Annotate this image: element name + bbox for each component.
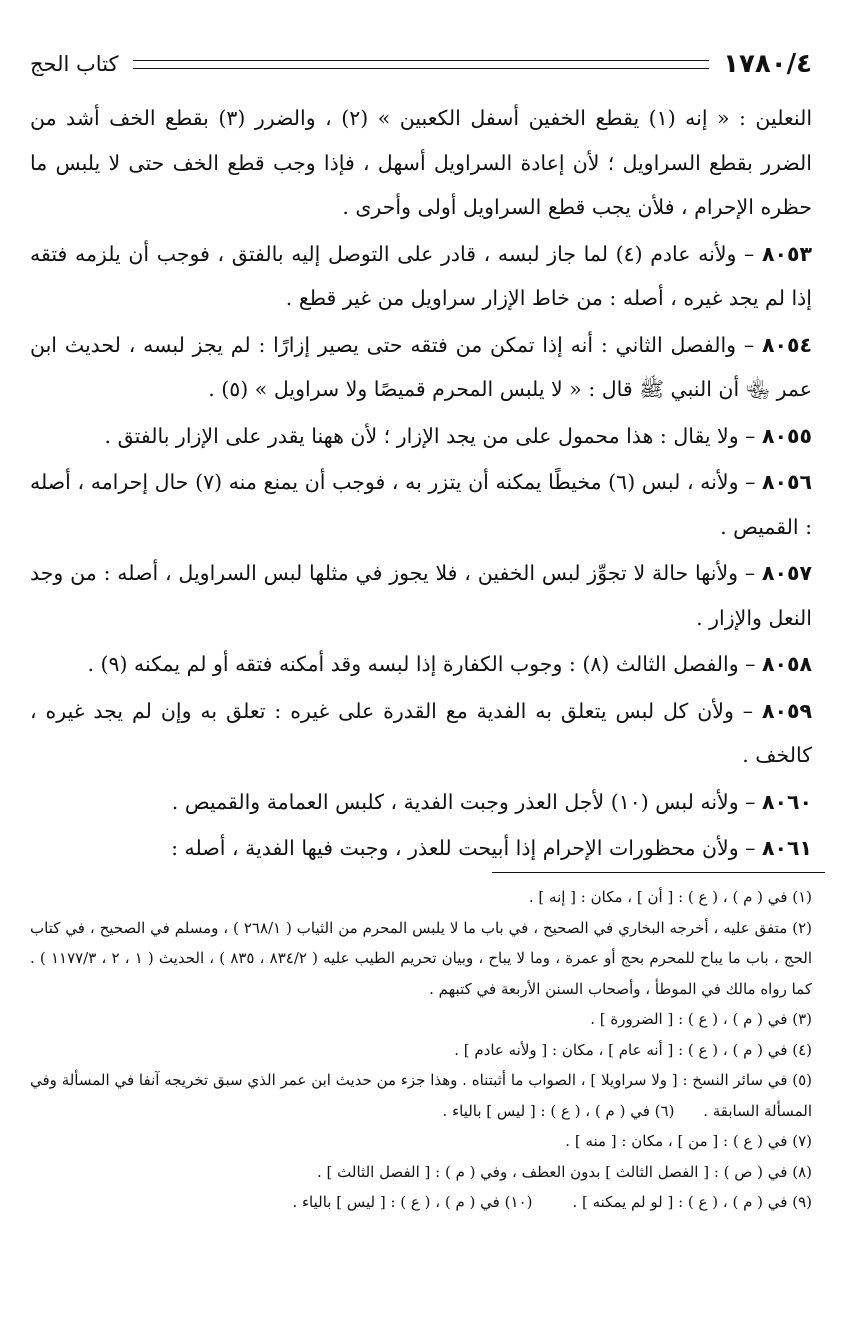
paragraph-number: ٨٠٥٦ <box>761 470 812 494</box>
page-number: ١٧٨٠/٤ <box>723 49 812 79</box>
footnote-text: (٩) في ( م ) ، ( ع ) : [ لو لم يمكنه ] . <box>572 1193 812 1211</box>
footnote: (٤) في ( م ) ، ( ع ) : [ أنه عام ] ، مكان : [ ولأنه عادم ] . <box>454 1040 812 1059</box>
paragraph-text: – ولأنه لبس (١٠) لأجل العذر وجبت الفدية ، كلبس العمامة والقميص . <box>171 789 762 814</box>
paragraph-number: ٨٠٦١ <box>761 836 812 860</box>
paragraph-number: ٨٠٥٣ <box>761 241 812 266</box>
main-text <box>30 96 812 871</box>
paragraph-text: – ولأن كل لبس يتعلق به الفدية مع القدرة على غيره : تعلق به وإن لم يجد غيره ، كالخف . <box>30 698 812 767</box>
paragraph-text: النعلين : « إنه (١) يقطع الخفين أسفل الكعبين » (٢) ، والضرر (٣) بقطع الخف أشد من الضرر بقطع السراويل ؛ لأن إعادة السراويل أسهل ، فإذا وجب قطع الخف حتى لا يلبس ما حظره الإحرام ، فلأن يجب قطع السراويل أولى وأحرى . <box>30 106 813 219</box>
footnote: (١) في ( م ) ، ( ع ) : [ أن ] ، مكان : [ إنه ] . <box>528 888 812 906</box>
paragraph-text: – ولأنه ، لبس (٦) مخيطًا يمكنه أن يتزر به ، فوجب أن يمنع منه (٧) حال إحرامه ، أصله : القميص . <box>30 470 812 539</box>
footnotes <box>30 882 812 1218</box>
paragraph <box>30 642 812 687</box>
footnote: (٣) في ( م ) ، ( ع ) : [ الضرورة ] . <box>590 1010 812 1028</box>
paragraph-number: ٨٠٥٧ <box>761 561 812 585</box>
footnote: (٢) متفق عليه ، أخرجه البخاري في الصحيح ، في باب ما لا يلبس المحرم من الثياب ( ٢٦٨/١ ) ، ومسلم في الصحيح ، في كتاب الحج ، باب ما يباح للمحرم بحج أو عمرة ، وما لا يباح ، وبيان تحريم الطيب عليه ( ٨٣٤/٢ ، ٨٣٥ ) ، الحديث ( ١ ، ٢ ، ١١٧٧/٣ ) . كما رواه مالك في الموطأ ، وأصحاب السنن الأربعة في كتبهم . <box>30 918 812 998</box>
paragraph-text: – والفصل الثالث (٨) : وجوب الكفارة إذا لبسه وقد أمكنه فتقه أو لم يمكنه (٩) . <box>87 652 762 676</box>
paragraph-text: – ولأنها حالة لا تجوِّز لبس الخفين ، فلا يجوز في مثلها لبس السراويل ، أصله : من وجد النعل والإزار . <box>30 561 812 630</box>
footnote <box>30 1065 812 1126</box>
paragraph-number: ٨٠٥٥ <box>761 423 812 448</box>
running-title: كتاب الحج <box>30 52 119 76</box>
paragraph <box>30 551 812 640</box>
paragraph <box>30 96 812 230</box>
footnote-divider <box>492 872 825 873</box>
paragraph <box>30 826 812 871</box>
paragraph <box>30 460 812 549</box>
paragraph <box>30 414 812 459</box>
footnote: (٨) في ( ص ) : [ الفصل الثالث ] بدون العطف ، وفي ( م ) : [ الفصل الثالث ] . <box>317 1162 812 1181</box>
paragraph <box>30 780 812 825</box>
paragraph-text: – والفصل الثاني : أنه إذا تمكن من فتقه حتى يصير إزارًا : لم يجز لبسه ، لحديث ابن عمر ﵄ أن النبي ﷺ قال : « لا يلبس المحرم قميصًا ولا سراويل » (٥) . <box>30 332 812 401</box>
page-header <box>30 44 812 84</box>
paragraph-number: ٨٠٦٠ <box>761 789 812 814</box>
footnote-text: (٥) في سائر النسخ : [ ولا سراويلا ] ، الصواب ما أثبتناه . وهذا جزء من حديث ابن عمر الذي سبق تخريجه آنفا في المسألة وفي المسألة السابقة . <box>30 1071 812 1120</box>
paragraph-text: – ولأنه عادم (٤) لما جاز لبسه ، قادر على التوصل إليه بالفتق ، فوجب أن يلزمه فتقه إذا لم يجد غيره ، أصله : من خاط الإزار سراويل من غير قطع . <box>30 241 812 310</box>
paragraph-number: ٨٠٥٩ <box>761 698 812 723</box>
paragraph-number: ٨٠٥٨ <box>761 652 812 676</box>
paragraph <box>30 232 812 321</box>
footnote: (٧) في ( ع ) : [ من ] ، مكان : [ منه ] . <box>565 1132 812 1150</box>
paragraph-text: – ولأن محظورات الإحرام إذا أبيحت للعذر ، وجبت فيها الفدية ، أصله : <box>171 836 762 860</box>
footnote-text: (٦) في ( م ) ، ( ع ) : [ ليس ] بالياء . <box>442 1101 675 1120</box>
paragraph-number: ٨٠٥٤ <box>761 332 812 357</box>
paragraph-text: – ولا يقال : هذا محمول على من يجد الإزار ؛ لأن ههنا يقدر على الإزار بالفتق . <box>104 423 762 448</box>
paragraph <box>30 689 812 778</box>
header-rule <box>133 60 710 69</box>
footnote <box>30 1187 812 1218</box>
footnote-text: (١٠) في ( م ) ، ( ع ) : [ ليس ] بالياء . <box>292 1193 533 1211</box>
paragraph <box>30 323 812 412</box>
